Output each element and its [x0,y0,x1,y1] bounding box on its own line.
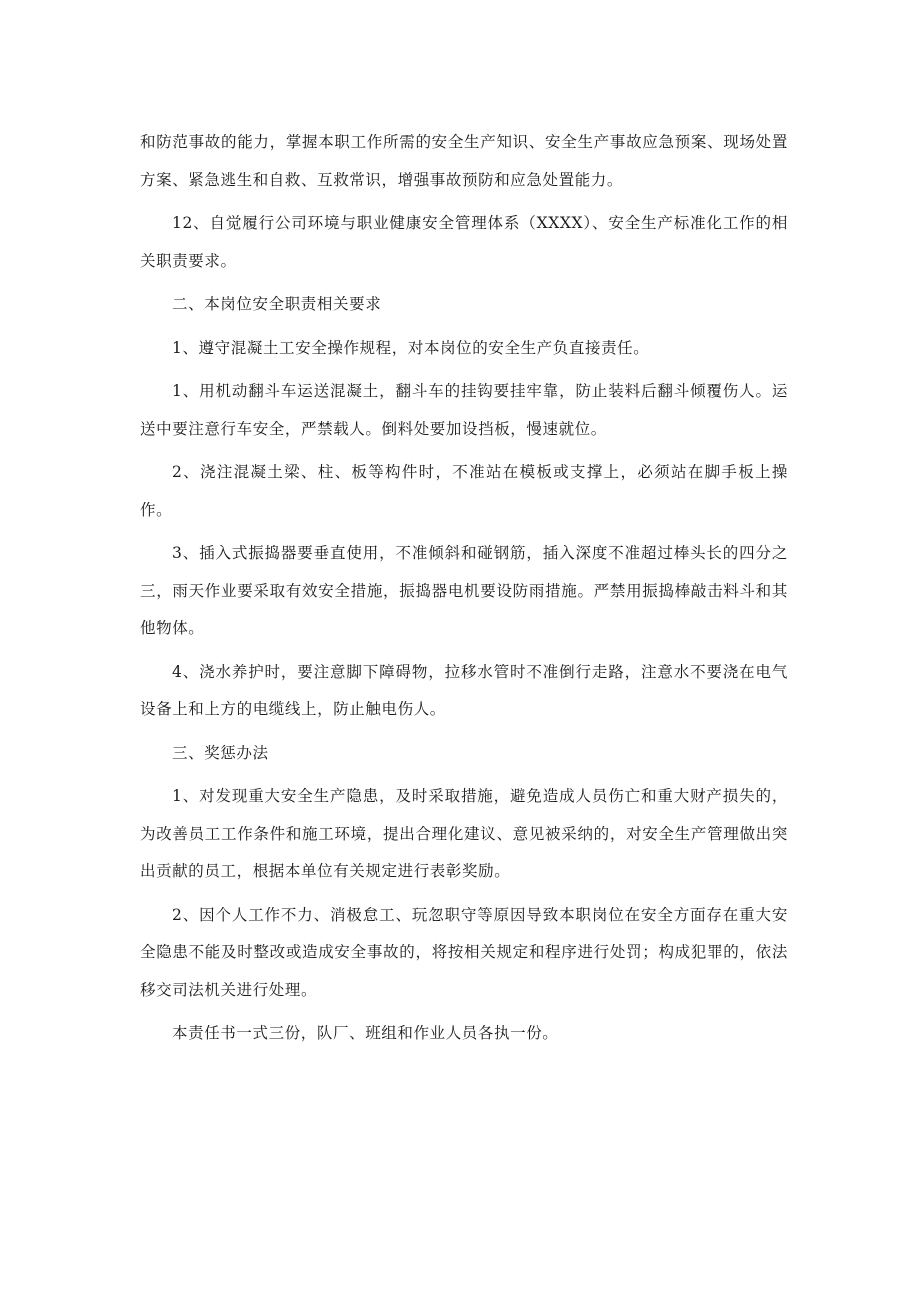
document-body [140,124,788,1059]
paragraph-penalty: 2、因个人工作不力、消极怠工、玩忽职守等原因导致本职岗位在安全方面存在重大安全隐患不能及时整改或造成安全事故的，将按相关规定和程序进行处罚；构成犯罪的，依法移交司法机关进行处理。 [140,905,788,999]
paragraph-continuation: 和防范事故的能力，掌握本职工作所需的安全生产知识、安全生产事故应急预案、现场处置方案、紧急逃生和自救、互救常识，增强事故预防和应急处置能力。 [140,133,788,189]
paragraph-transport: 1、用机动翻斗车运送混凝土，翻斗车的挂钩要挂牢靠，防止装料后翻斗倾覆伤人。运送中要注意行车安全，严禁载人。倒料处要加设挡板，慢速就位。 [140,382,788,438]
section-heading-2: 二、本岗位安全职责相关要求 [172,295,382,313]
paragraph-copies: 本责任书一式三份，队厂、班组和作业人员各执一份。 [172,1024,559,1042]
paragraph-curing: 4、浇水养护时，要注意脚下障碍物，拉移水管时不准倒行走路，注意水不要浇在电气设备上和上方的电缆线上，防止触电伤人。 [140,662,788,718]
paragraph-rule-1: 1、遵守混凝土工安全操作规程，对本岗位的安全生产负直接责任。 [172,338,650,357]
paragraph-vibrator: 3、插入式振捣器要垂直使用，不准倾斜和碰钢筋，插入深度不准超过棒头长的四分之三，雨天作业要采取有效安全措施，振捣器电机要设防雨措施。严禁用振捣棒敲击料斗和其他物体。 [140,544,788,637]
section-heading-3: 三、奖惩办法 [172,743,269,762]
paragraph-reward: 1、对发现重大安全生产隐患，及时采取措施，避免造成人员伤亡和重大财产损失的，为改善员工工作条件和施工环境，提出合理化建议、意见被采纳的，对安全生产管理做出突出贡献的员工，根据本单位有关规定进行表彰奖励。 [140,787,788,880]
paragraph-pouring: 2、浇注混凝土梁、柱、板等构件时，不准站在模板或支撑上，必须站在脚手板上操作。 [140,463,788,519]
paragraph-item-12: 12、自觉履行公司环境与职业健康安全管理体系（XXXX）、安全生产标准化工作的相关职责要求。 [140,214,788,270]
